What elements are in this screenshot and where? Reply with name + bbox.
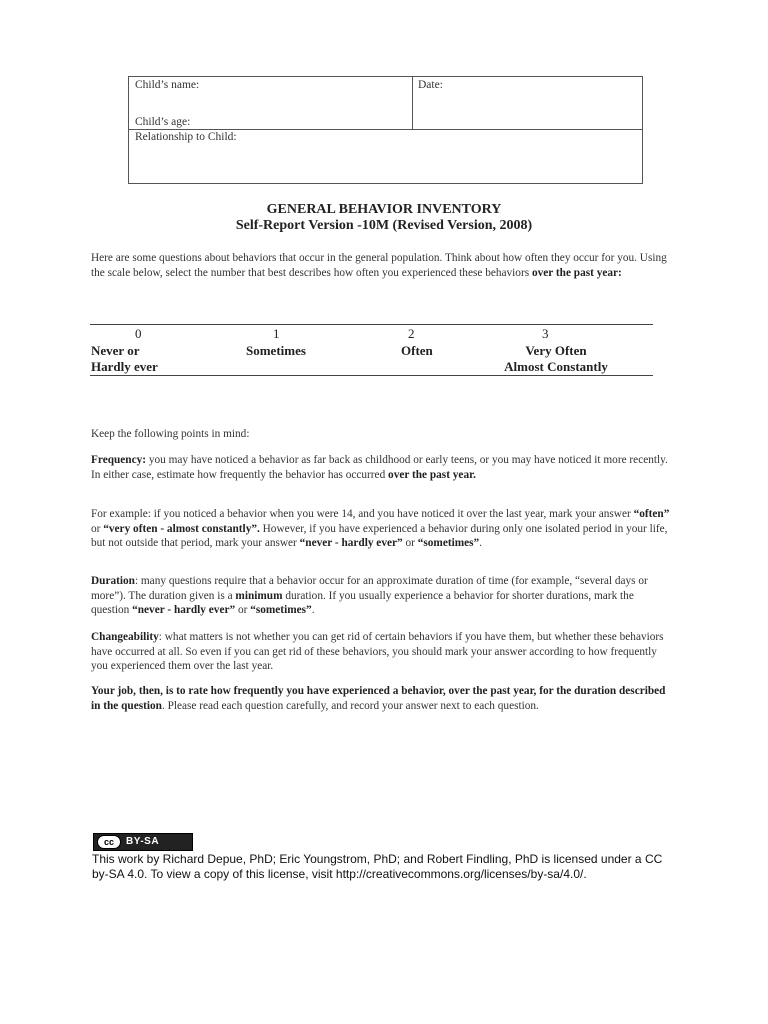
scale-number-3: 3 xyxy=(542,326,549,341)
cc-icon: cc xyxy=(97,835,121,849)
date-field[interactable]: Date: xyxy=(418,79,443,91)
child-age-field[interactable]: Child’s age: xyxy=(135,116,191,128)
scale-number-0: 0 xyxy=(135,326,142,341)
duration-paragraph: Duration: many questions require that a behavior occur for an approximate duration of time (for example, “several days or more”). The duration given is a minimum duration. If you usually experience a behavior for shorter durations, mark the question “never - hardly ever” or “sometimes”. xyxy=(91,575,648,616)
relationship-field[interactable]: Relationship to Child: xyxy=(135,131,237,143)
scale-label-0: Never or Hardly ever xyxy=(91,343,158,374)
scale-label-3: Very Often Almost Constantly xyxy=(504,343,608,374)
scale-top-rule xyxy=(90,324,653,325)
job-paragraph: Your job, then, is to rate how frequently you have experienced a behavior, over the past year, for the duration described in the question. Please read each question carefully, and record your answer next to each question. xyxy=(91,685,666,712)
keep-in-mind-heading: Keep the following points in mind: xyxy=(91,428,250,440)
changeability-paragraph: Changeability: what matters is not whether you can get rid of certain behaviors if you have them, but whether these behaviors have occurred at all. So even if you can get rid of these behaviors, you should mark your answer according to how frequently you experienced them over the last year. xyxy=(91,631,664,672)
form-row-top xyxy=(129,77,642,130)
cc-by-sa-badge[interactable] xyxy=(93,833,193,851)
frequency-paragraph: Frequency: you may have noticed a behavior as far back as childhood or early teens, or you may have noticed it more recently. In either case, estimate how frequently the behavior has occurred over the past year. xyxy=(91,454,668,481)
page-title: GENERAL BEHAVIOR INVENTORY xyxy=(266,202,502,217)
scale-label-2: Often xyxy=(401,343,433,358)
cc-badge-text: BY-SA xyxy=(126,836,160,847)
scale-bottom-rule xyxy=(90,375,653,376)
example-paragraph: For example: if you noticed a behavior when you were 14, and you have noticed it over the last year, mark your answer “often” or “very often - almost constantly”. However, if you have experienced a behavior during only one isolated period in your life, but not outside that period, mark your answer “never - hardly ever” or “sometimes”. xyxy=(91,508,670,549)
child-name-field[interactable]: Child’s name: xyxy=(135,79,200,91)
scale-number-2: 2 xyxy=(408,326,415,341)
license-text: This work by Richard Depue, PhD; Eric Youngstrom, PhD; and Robert Findling, PhD is licensed under a CC by-SA 4.0. To view a copy of this license, visit http://creativecommons.org/licenses/by-sa/4.0/. xyxy=(92,852,663,881)
form-divider xyxy=(412,77,413,130)
scale-number-1: 1 xyxy=(273,326,280,341)
scale-label-1: Sometimes xyxy=(246,343,306,358)
intro-paragraph: Here are some questions about behaviors that occur in the general population. Think about how often they occur for you. Using the scale below, select the number that best describes how often you experienced these behaviors over the past year: xyxy=(91,252,667,279)
page-subtitle: Self-Report Version -10M (Revised Version, 2008) xyxy=(235,218,533,233)
form-header-table xyxy=(128,76,643,184)
